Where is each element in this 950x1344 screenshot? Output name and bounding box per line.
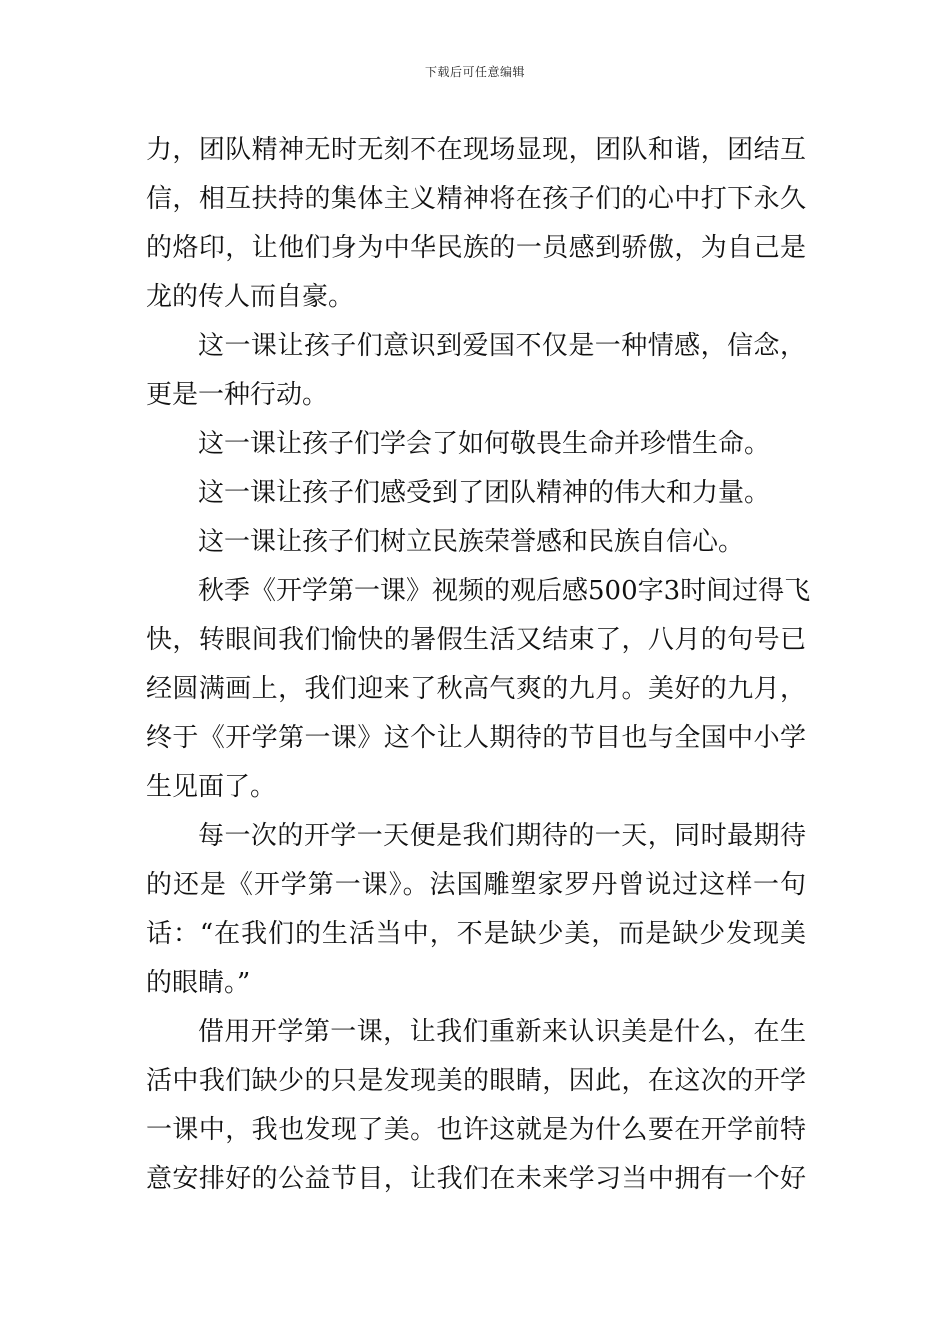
text-line: 更是一种行动。 <box>146 380 329 410</box>
text-line: 话：“在我们的生活当中，不是缺少美，而是缺少发现美 <box>146 919 806 949</box>
text-line: 经圆满画上，我们迎来了秋高气爽的九月。美好的九月， <box>146 674 806 704</box>
text-line: 快，转眼间我们愉快的暑假生活又结束了，八月的句号已 <box>146 625 806 655</box>
paragraph-first-line: 秋季《开学第一课》视频的观后感500字3时间过得飞 <box>198 576 811 606</box>
text-line: 信，相互扶持的集体主义精神将在孩子们的心中打下永久 <box>146 184 806 214</box>
text-line: 力，团队精神无时无刻不在现场显现，团队和谐，团结互 <box>146 135 806 165</box>
page-header: 下载后可任意编辑 <box>424 65 525 79</box>
paragraph-first-line: 这一课让孩子们树立民族荣誉感和民族自信心。 <box>198 527 745 557</box>
text-line: 活中我们缺少的只是发现美的眼睛，因此，在这次的开学 <box>146 1066 806 1096</box>
text-line: 的还是《开学第一课》。法国雕塑家罗丹曾说过这样一句 <box>146 870 806 900</box>
paragraph-first-line: 借用开学第一课，让我们重新来认识美是什么，在生 <box>198 1017 806 1047</box>
text-line: 终于《开学第一课》这个让人期待的节目也与全国中小学 <box>146 723 806 753</box>
paragraph-first-line: 这一课让孩子们感受到了团队精神的伟大和力量。 <box>198 478 771 508</box>
text-line: 一课中，我也发现了美。也许这就是为什么要在开学前特 <box>146 1115 806 1145</box>
paragraph-first-line: 每一次的开学一天便是我们期待的一天，同时最期待 <box>198 821 806 851</box>
paragraph-first-line: 这一课让孩子们学会了如何敬畏生命并珍惜生命。 <box>198 429 771 459</box>
text-line: 意安排好的公益节目，让我们在未来学习当中拥有一个好 <box>146 1164 806 1194</box>
text-line: 龙的传人而自豪。 <box>146 282 355 312</box>
document-body <box>146 126 811 1204</box>
paragraph-first-line: 这一课让孩子们意识到爱国不仅是一种情感，信念， <box>198 331 806 361</box>
text-line: 的烙印，让他们身为中华民族的一员感到骄傲，为自己是 <box>146 233 806 263</box>
text-line: 生见面了。 <box>146 772 277 802</box>
text-line: 的眼睛。” <box>146 968 251 998</box>
